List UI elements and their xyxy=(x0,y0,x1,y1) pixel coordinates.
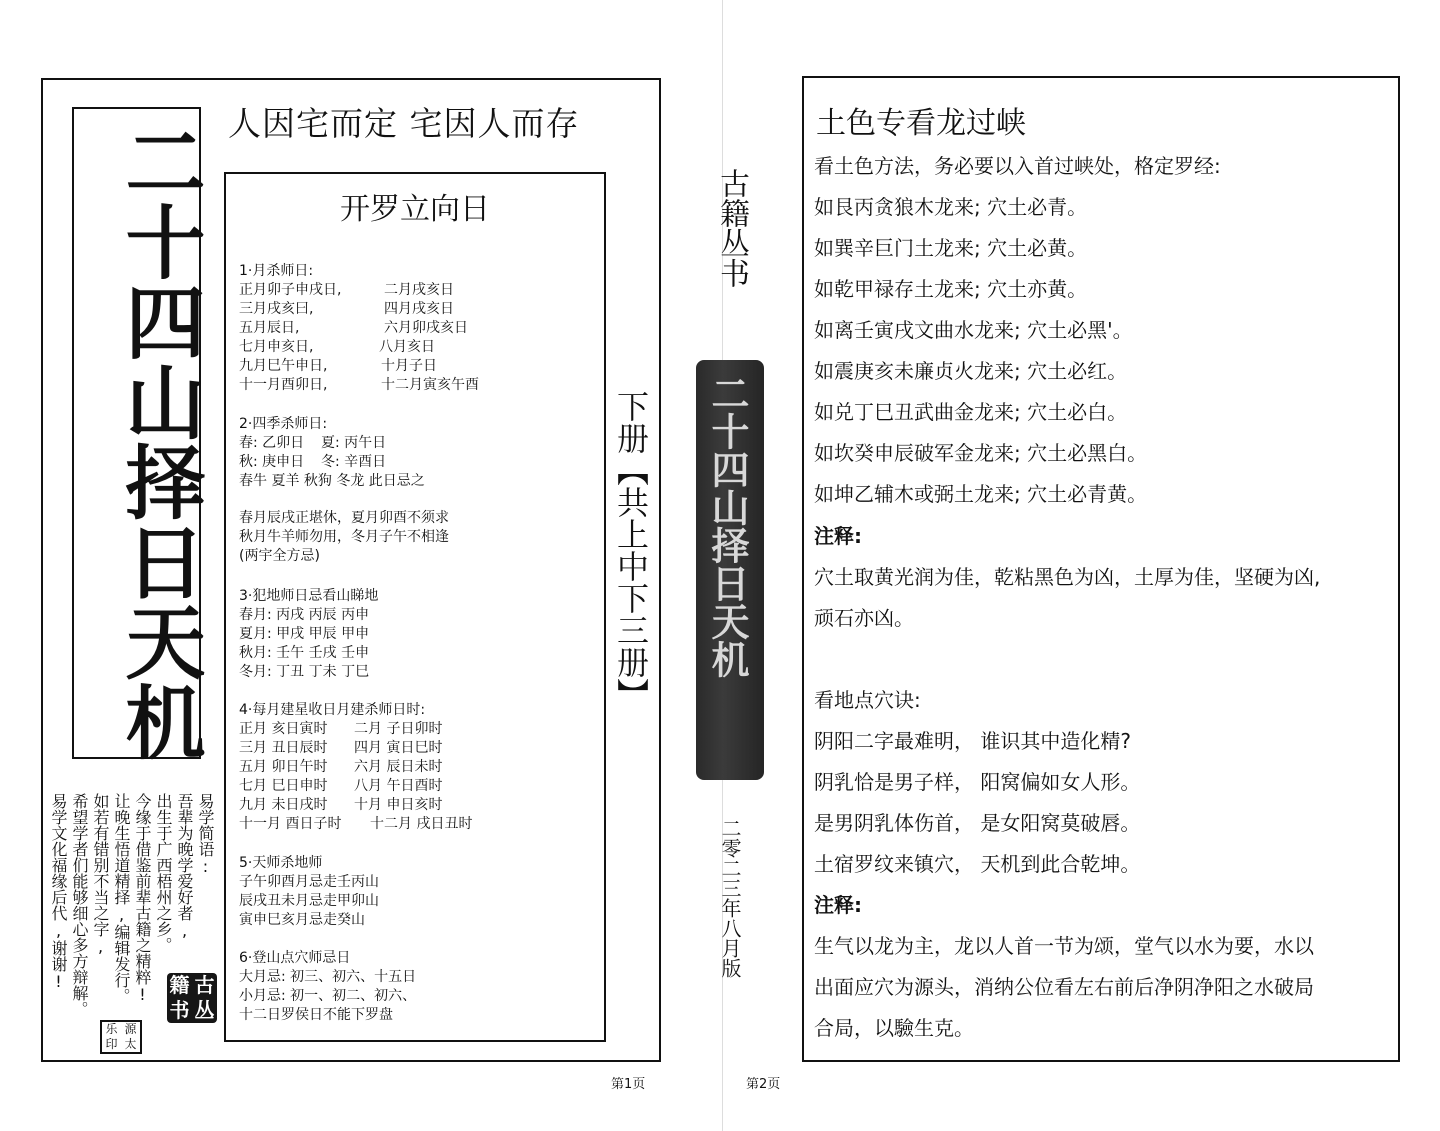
text-line: 出面应穴为源头，消纳公位看左右前后净阴净阳之水破局 xyxy=(814,975,1314,999)
section-note: 春月辰戌正堪休，夏月卯酉不须求 xyxy=(239,510,449,526)
section-row xyxy=(239,777,472,796)
cell: 正月 亥日寅时 xyxy=(239,721,328,737)
cell: 十二月 戌日丑时 xyxy=(370,816,473,832)
section-row: 寅申巳亥月忌走癸山 xyxy=(239,912,365,928)
section-1 xyxy=(239,262,479,395)
spine-series: 古籍丛书 xyxy=(714,168,749,288)
text-line: 顽石亦凶。 xyxy=(814,606,914,630)
cell: 二月戌亥日 xyxy=(384,282,454,298)
seal-char: 书 xyxy=(169,998,190,1022)
seal-char: 源 xyxy=(124,1022,137,1036)
seal-char: 太 xyxy=(124,1037,137,1051)
guji-seal xyxy=(167,973,217,1023)
intro-column: 今缘于借鉴前辈古籍之精粹! xyxy=(133,793,152,1004)
section-row xyxy=(239,434,449,453)
spine-edition: 二零二三年八月版 xyxy=(718,818,742,978)
right-page-heading: 土色专看龙过峡 xyxy=(816,106,1026,141)
section-row xyxy=(239,300,479,319)
section-row: 子午卯酉月忌走壬丙山 xyxy=(239,874,379,890)
section-row: 小月忌: 初一、初二、初六、 xyxy=(239,988,417,1004)
cell: 八月 午日酉时 xyxy=(354,778,443,794)
section-heading: 5·天师杀地师 xyxy=(239,855,323,871)
intro-column: 如若有错别不当之字, xyxy=(91,793,110,956)
cell: 夏: 丙午日 xyxy=(321,435,387,451)
cell: 二月 子日卯时 xyxy=(354,721,443,737)
cell: 四月 寅日巳时 xyxy=(354,740,443,756)
cell: 春牛 夏羊 秋狗 冬龙 此日忌之 xyxy=(239,473,425,489)
date-box-title: 开罗立向日 xyxy=(340,192,490,227)
section-row xyxy=(239,453,449,472)
text-line: 如巽辛巨门土龙来; 穴土必黄。 xyxy=(814,236,1088,260)
page-number-2: 第2页 xyxy=(746,1077,781,1092)
section-6 xyxy=(239,949,416,1025)
cell: 七月 巳日申时 xyxy=(239,778,328,794)
cell: 冬: 辛酉日 xyxy=(321,454,387,470)
cell: 十月 申日亥时 xyxy=(354,797,443,813)
cell: 七月申亥日, xyxy=(239,339,314,355)
cell: 秋: 庚申日 xyxy=(239,454,305,470)
section-row xyxy=(239,796,472,815)
text-line: 土宿罗纹来镇穴， 天机到此合乾坤。 xyxy=(814,852,1141,876)
section-heading: 4·每月建星收日月建杀师日时: xyxy=(239,702,426,718)
section-row xyxy=(239,815,472,834)
text-line: 如坎癸申辰破军金龙来; 穴土必黑白。 xyxy=(814,441,1148,465)
cell: 八月亥日 xyxy=(379,339,435,355)
text-line: 如离壬寅戌文曲水龙来; 穴土必黑'。 xyxy=(814,318,1133,342)
section-row xyxy=(239,720,472,739)
section-heading: 2·四季杀师日: xyxy=(239,416,328,432)
intro-column: 出生于广西梧州之乡。 xyxy=(154,793,173,953)
section-row xyxy=(239,281,479,300)
note-heading: 注释: xyxy=(814,524,862,548)
intro-column: 吾辈为晚学爱好者, xyxy=(175,793,194,940)
section-2 xyxy=(239,415,449,566)
section-4 xyxy=(239,701,472,834)
page-number-1: 第1页 xyxy=(611,1077,646,1092)
intro-column: 让晚生悟道精择,编辑发行。 xyxy=(112,793,131,1004)
cell: 春: 乙卯日 xyxy=(239,435,305,451)
text-line: 如兑丁巳丑武曲金龙来; 穴土必白。 xyxy=(814,400,1128,424)
motto: 人因宅而定 宅因人而存 xyxy=(228,104,580,143)
section-row xyxy=(239,319,479,338)
section-note: (两宇全方忌) xyxy=(239,548,320,564)
text-line: 穴土取黄光润为佳，乾粘黑色为凶，土厚为佳，坚硬为凶, xyxy=(814,565,1321,589)
section-row: 辰戌丑未月忌走甲卯山 xyxy=(239,893,379,909)
section-5 xyxy=(239,854,379,930)
seal-char: 籍 xyxy=(169,973,190,997)
section-row xyxy=(239,357,479,376)
name-seal xyxy=(100,1020,142,1054)
cell: 三月戌亥曰, xyxy=(239,301,314,317)
cell: 四月戌亥日 xyxy=(384,301,454,317)
section-row xyxy=(239,376,479,395)
cell: 三月 丑日辰时 xyxy=(239,740,328,756)
intro-column: 易学文化福缘后代,谢谢! xyxy=(49,793,68,991)
seal-char: 乐 xyxy=(105,1022,118,1036)
cell: 十二月寅亥午酉 xyxy=(381,377,479,393)
section-heading: 3·犯地师日忌看山睇地 xyxy=(239,588,379,604)
seal-char: 丛 xyxy=(194,998,215,1022)
text-line: 看地点穴诀: xyxy=(814,688,921,712)
text-line: 生气以龙为主，龙以人首一节为颂，堂气以水为要，水以 xyxy=(814,934,1314,958)
section-row: 大月忌: 初三、初六、十五日 xyxy=(239,969,417,985)
section-row xyxy=(239,758,472,777)
section-row xyxy=(239,338,479,357)
text-line: 看土色方法，务必要以入首过峡处，格定罗经: xyxy=(814,154,1221,178)
text-line: 阴阳二字最难明， 谁识其中造化精? xyxy=(814,729,1131,753)
section-note: 秋月牛羊师勿用，冬月子午不相逢 xyxy=(239,529,449,545)
cell: 九月巳午申日, xyxy=(239,358,328,374)
section-heading: 1·月杀师日: xyxy=(239,263,314,279)
section-row xyxy=(239,472,449,491)
section-row: 冬月: 丁丑 丁未 丁巳 xyxy=(239,664,370,680)
section-row: 十二日罗侯日不能下罗盘 xyxy=(239,1007,393,1023)
title-box xyxy=(72,107,205,761)
seal-char: 古 xyxy=(194,973,215,997)
section-row: 春月: 丙戌 丙辰 丙申 xyxy=(239,607,370,623)
text-line: 是男阴乳体伤首， 是女阳窝莫破唇。 xyxy=(814,811,1141,835)
date-box xyxy=(224,172,606,1042)
text-line: 如震庚亥未廉贞火龙来; 穴土必红。 xyxy=(814,359,1128,383)
cell: 十一月 酉日子时 xyxy=(239,816,342,832)
volume-label: 下册【共上中下三册】 xyxy=(612,390,650,710)
section-row: 夏月: 甲戌 甲辰 甲申 xyxy=(239,626,370,642)
cell: 六月 辰日未时 xyxy=(354,759,443,775)
text-line: 如艮丙贪狼木龙来; 穴土必青。 xyxy=(814,195,1088,219)
text-line: 合局，以驗生克。 xyxy=(814,1016,974,1040)
cell: 六月卯戌亥日 xyxy=(384,320,468,336)
cell: 十月子日 xyxy=(381,358,437,374)
cell: 正月卯子申戌日, xyxy=(239,282,342,298)
text-line: 阴乳恰是男子样， 阳窝偏如女人形。 xyxy=(814,770,1141,794)
intro-column: 希望学者们能够细心多方辩解。 xyxy=(70,793,89,1017)
cell: 十一月酉卯日, xyxy=(239,377,328,393)
cell: 五月辰日, xyxy=(239,320,300,336)
intro-column: 易学简语: xyxy=(196,793,215,876)
cell: 九月 未日戌时 xyxy=(239,797,328,813)
text-line: 如乾甲禄存土龙来; 穴土亦黄。 xyxy=(814,277,1088,301)
section-row: 秋月: 壬午 壬戌 壬申 xyxy=(239,645,370,661)
section-heading: 6·登山点穴师忌日 xyxy=(239,950,351,966)
seal-char: 印 xyxy=(105,1037,118,1051)
spine-title: 二十四山择日天机 xyxy=(705,374,749,678)
section-3 xyxy=(239,587,378,682)
section-row xyxy=(239,739,472,758)
cell: 五月 卯日午时 xyxy=(239,759,328,775)
text-line: 如坤乙辅木或弼土龙来; 穴土必青黄。 xyxy=(814,482,1148,506)
book-title: 二十四山择日天机 xyxy=(112,121,205,761)
note-heading: 注释: xyxy=(814,893,862,917)
